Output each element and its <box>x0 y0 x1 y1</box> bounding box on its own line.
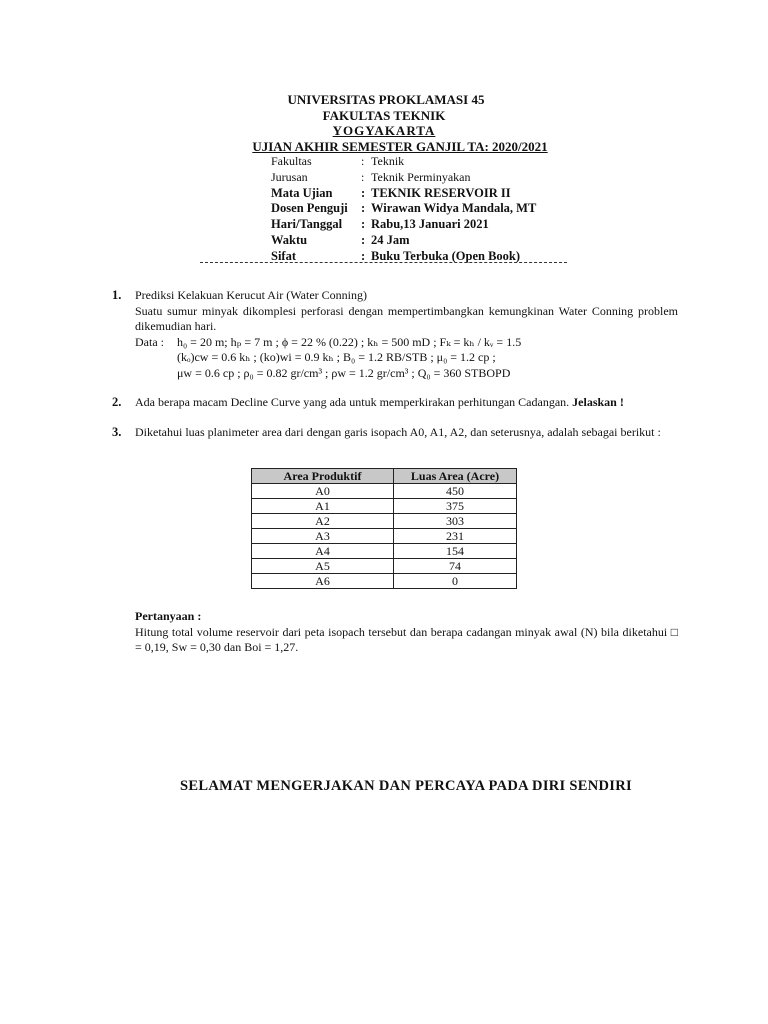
question-text: Diketahui luas planimeter area dari dengan garis isopach A0, A1, A2, dan seterusnya, adalah sebagai berikut : <box>135 425 661 439</box>
pertanyaan-title: Pertanyaan : <box>135 609 202 623</box>
table-row <box>252 544 517 559</box>
data-values: (kₒ)cw = 0.6 kₕ ; (ko)wi = 0.9 kₕ ; B₀ = 1.2 RB/STB ; μ₀ = 1.2 cp ; <box>177 350 496 364</box>
info-colon: : <box>361 154 365 168</box>
info-row <box>271 186 536 202</box>
info-key: Hari/Tanggal <box>271 217 343 232</box>
area-cell: A0 <box>252 484 394 499</box>
info-key: Waktu <box>271 232 308 247</box>
question-number: 2. <box>112 395 122 409</box>
luas-cell: 375 <box>394 499 517 514</box>
pertanyaan-text: Hitung total volume reservoir dari peta isopach tersebut dan berapa cadangan minyak awal (N) bila diketahui □ = 0,19, Sw = 0,30 dan Boi = 1,27. <box>135 624 678 654</box>
luas-cell: 0 <box>394 574 517 589</box>
table-row <box>252 499 517 514</box>
info-value: Teknik <box>371 154 405 168</box>
table-row <box>252 514 517 529</box>
info-row <box>271 170 536 186</box>
data-values: μw = 0.6 cp ; ρ₀ = 0.82 gr/cm³ ; ρw = 1.2 gr/cm³ ; Q₀ = 360 STBOPD <box>177 365 511 380</box>
info-key: Fakultas <box>271 154 312 168</box>
area-table <box>251 468 517 589</box>
area-cell: A4 <box>252 544 394 559</box>
info-colon: : <box>361 232 366 247</box>
area-cell: A6 <box>252 574 394 589</box>
exam-header <box>0 92 768 154</box>
info-value: Rabu,13 Januari 2021 <box>371 217 489 232</box>
table-row <box>252 484 517 499</box>
pertanyaan-section <box>135 609 678 656</box>
info-colon: : <box>361 201 366 216</box>
question-number: 1. <box>112 288 122 302</box>
city-name: YOGYAKARTA <box>332 123 436 138</box>
table-row <box>252 529 517 544</box>
area-cell: A1 <box>252 499 394 514</box>
area-cell: A2 <box>252 514 394 529</box>
info-key: Jurusan <box>271 169 308 184</box>
question-emphasis: Jelaskan ! <box>572 395 624 409</box>
closing-message: SELAMAT MENGERJAKAN DAN PERCAYA PADA DIRI SENDIRI <box>180 778 632 794</box>
column-header: Area Produktif <box>252 469 394 484</box>
faculty-name: FAKULTAS TEKNIK <box>322 107 446 123</box>
data-label: Data : <box>135 334 164 349</box>
info-value: TEKNIK RESERVOIR II <box>371 185 511 200</box>
exam-info <box>271 154 536 265</box>
university-name: UNIVERSITAS PROKLAMASI 45 <box>287 92 485 107</box>
question-title: Prediksi Kelakuan Kerucut Air (Water Conning) <box>135 288 367 302</box>
luas-cell: 450 <box>394 484 517 499</box>
luas-cell: 303 <box>394 514 517 529</box>
luas-cell: 231 <box>394 529 517 544</box>
question-3 <box>112 425 678 441</box>
question-text: Ada berapa macam Decline Curve yang ada untuk memperkirakan perhitungan Cadangan. <box>135 395 570 409</box>
info-colon: : <box>361 169 365 184</box>
info-row <box>271 201 536 217</box>
info-row <box>271 217 536 233</box>
luas-cell: 74 <box>394 559 517 574</box>
info-value: Buku Terbuka (Open Book) <box>371 248 521 263</box>
area-cell: A3 <box>252 529 394 544</box>
table-header-row <box>252 469 517 484</box>
luas-cell: 154 <box>394 544 517 559</box>
info-key: Mata Ujian <box>271 185 333 200</box>
area-cell: A5 <box>252 559 394 574</box>
info-key: Sifat <box>271 248 296 263</box>
dashed-divider <box>200 262 567 263</box>
info-value: Wirawan Widya Mandala, MT <box>371 201 537 216</box>
info-row <box>271 154 536 170</box>
info-value: 24 Jam <box>371 232 410 247</box>
info-row <box>271 233 536 249</box>
info-key: Dosen Penguji <box>271 201 348 216</box>
column-header: Luas Area (Acre) <box>394 469 517 484</box>
question-2 <box>112 395 678 411</box>
data-values: h₀ = 20 m; hₚ = 7 m ; ϕ = 22 % (0.22) ; kₕ = 500 mD ; Fₖ = kₕ / kᵥ = 1.5 <box>177 334 522 349</box>
table-row <box>252 574 517 589</box>
info-value: Teknik Perminyakan <box>371 169 471 184</box>
question-number: 3. <box>112 425 122 439</box>
data-line <box>135 335 678 351</box>
info-colon: : <box>361 217 366 232</box>
exam-title: UJIAN AKHIR SEMESTER GANJIL TA: 2020/2021 <box>252 138 548 154</box>
table-row <box>252 559 517 574</box>
question-text: Suatu sumur minyak dikomplesi perforasi dengan mempertimbangkan kemungkinan Water Conning problem dikemudian hari. <box>135 303 678 333</box>
info-colon: : <box>361 248 366 263</box>
info-colon: : <box>361 185 366 200</box>
question-1 <box>112 288 678 381</box>
